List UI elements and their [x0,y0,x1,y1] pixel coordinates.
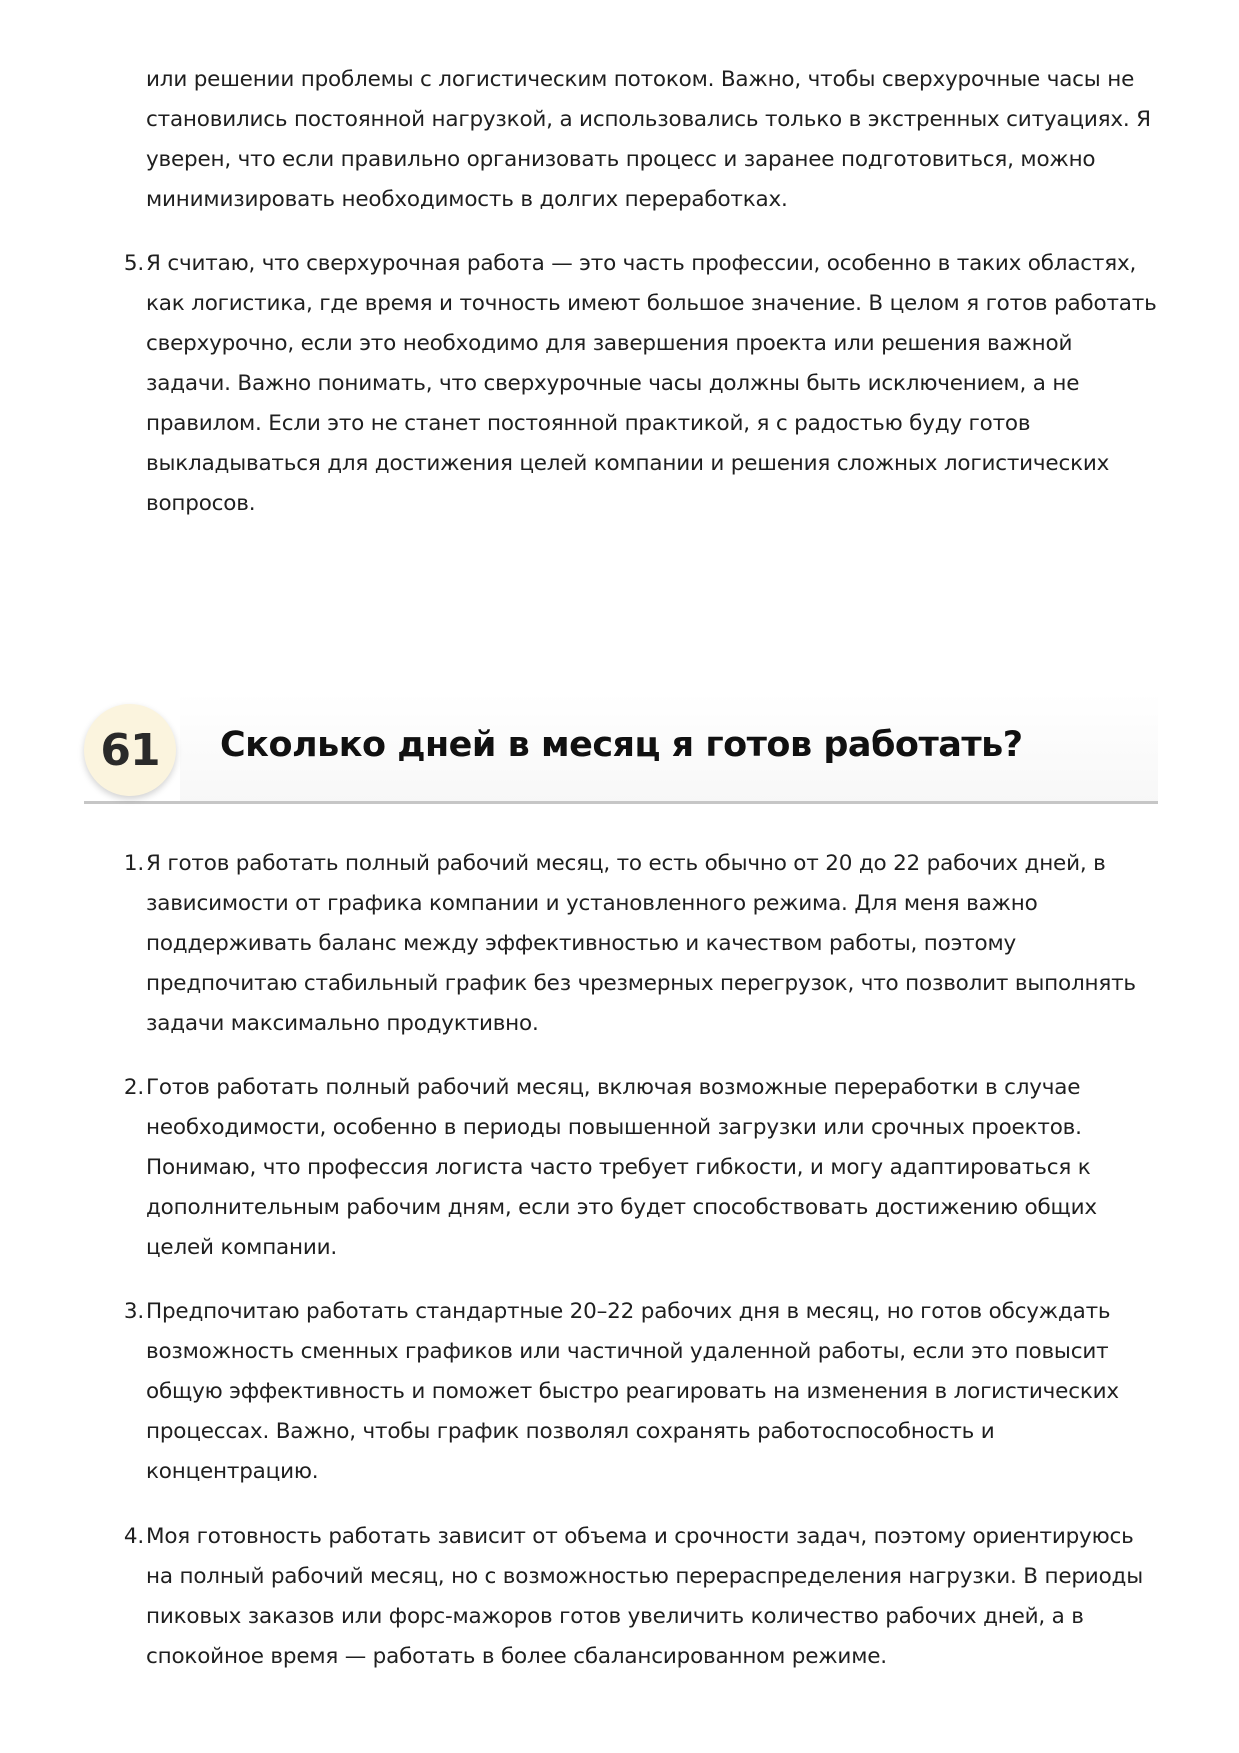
list-item-5 [123,244,1162,524]
section-title: Сколько дней в месяц я готов работать? [220,725,1023,765]
list-item-text: Моя готовность работать зависит от объема и срочности задач, поэтому ориентируюсь на полный рабочий месяц, но с возможностью перераспределения нагрузки. В периоды пиковых заказов или форс-мажоров готов увеличить количество рабочих дней, а в спокойное время — работать в более сбалансированном режиме. [146,1524,1143,1669]
list-item-text: Я считаю, что сверхурочная работа — это часть профессии, особенно в таких областях, как логистика, где время и точность имеют большое значение. В целом я готов работать сверхурочно, если это необходимо для завершения проекта или решения важной задачи. Важно понимать, что сверхурочные часы должны быть исключением, а не правилом. Если это не станет постоянной практикой, я с радостью буду готов выкладываться для достижения целей компании и решения сложных логистических вопросов. [146,251,1157,516]
answer-item-4 [123,1517,1162,1677]
list-item-number: 4. [123,1524,144,1549]
section-header [84,693,1158,803]
answer-item-1 [123,844,1162,1044]
list-item-number: 3. [123,1299,144,1324]
section-number-badge: 61 [84,704,176,796]
answer-item-3 [123,1292,1162,1492]
list-item-text: Готов работать полный рабочий месяц, включая возможные переработки в случае необходимости, особенно в периоды повышенной загрузки или срочных проектов. Понимаю, что профессия логиста часто требует гибкости, и могу адаптироваться к дополнительным рабочим дням, если это будет способствовать достижению общих целей компании. [146,1075,1097,1260]
list-item-number: 1. [123,851,144,876]
list-item-number: 2. [123,1075,144,1100]
answer-item-2 [123,1068,1162,1268]
list-item-number: 5. [123,251,144,276]
header-divider [84,801,1158,804]
continuation-paragraph: или решении проблемы с логистическим потоком. Важно, чтобы сверхурочные часы не становились постоянной нагрузкой, а использовались только в экстренных ситуациях. Я уверен, что если правильно организовать процесс и заранее подготовиться, можно минимизировать необходимость в долгих переработках. [146,67,1151,212]
list-item-text: Предпочитаю работать стандартные 20–22 рабочих дня в месяц, но готов обсуждать возможность сменных графиков или частичной удаленной работы, если это повысит общую эффективность и поможет быстро реагировать на изменения в логистических процессах. Важно, чтобы график позволял сохранять работоспособность и концентрацию. [146,1299,1119,1484]
list-item-text: Я готов работать полный рабочий месяц, то есть обычно от 20 до 22 рабочих дней, в зависимости от графика компании и установленного режима. Для меня важно поддерживать баланс между эффективностью и качеством работы, поэтому предпочитаю стабильный график без чрезмерных перегрузок, что позволит выполнять задачи максимально продуктивно. [146,851,1136,1036]
